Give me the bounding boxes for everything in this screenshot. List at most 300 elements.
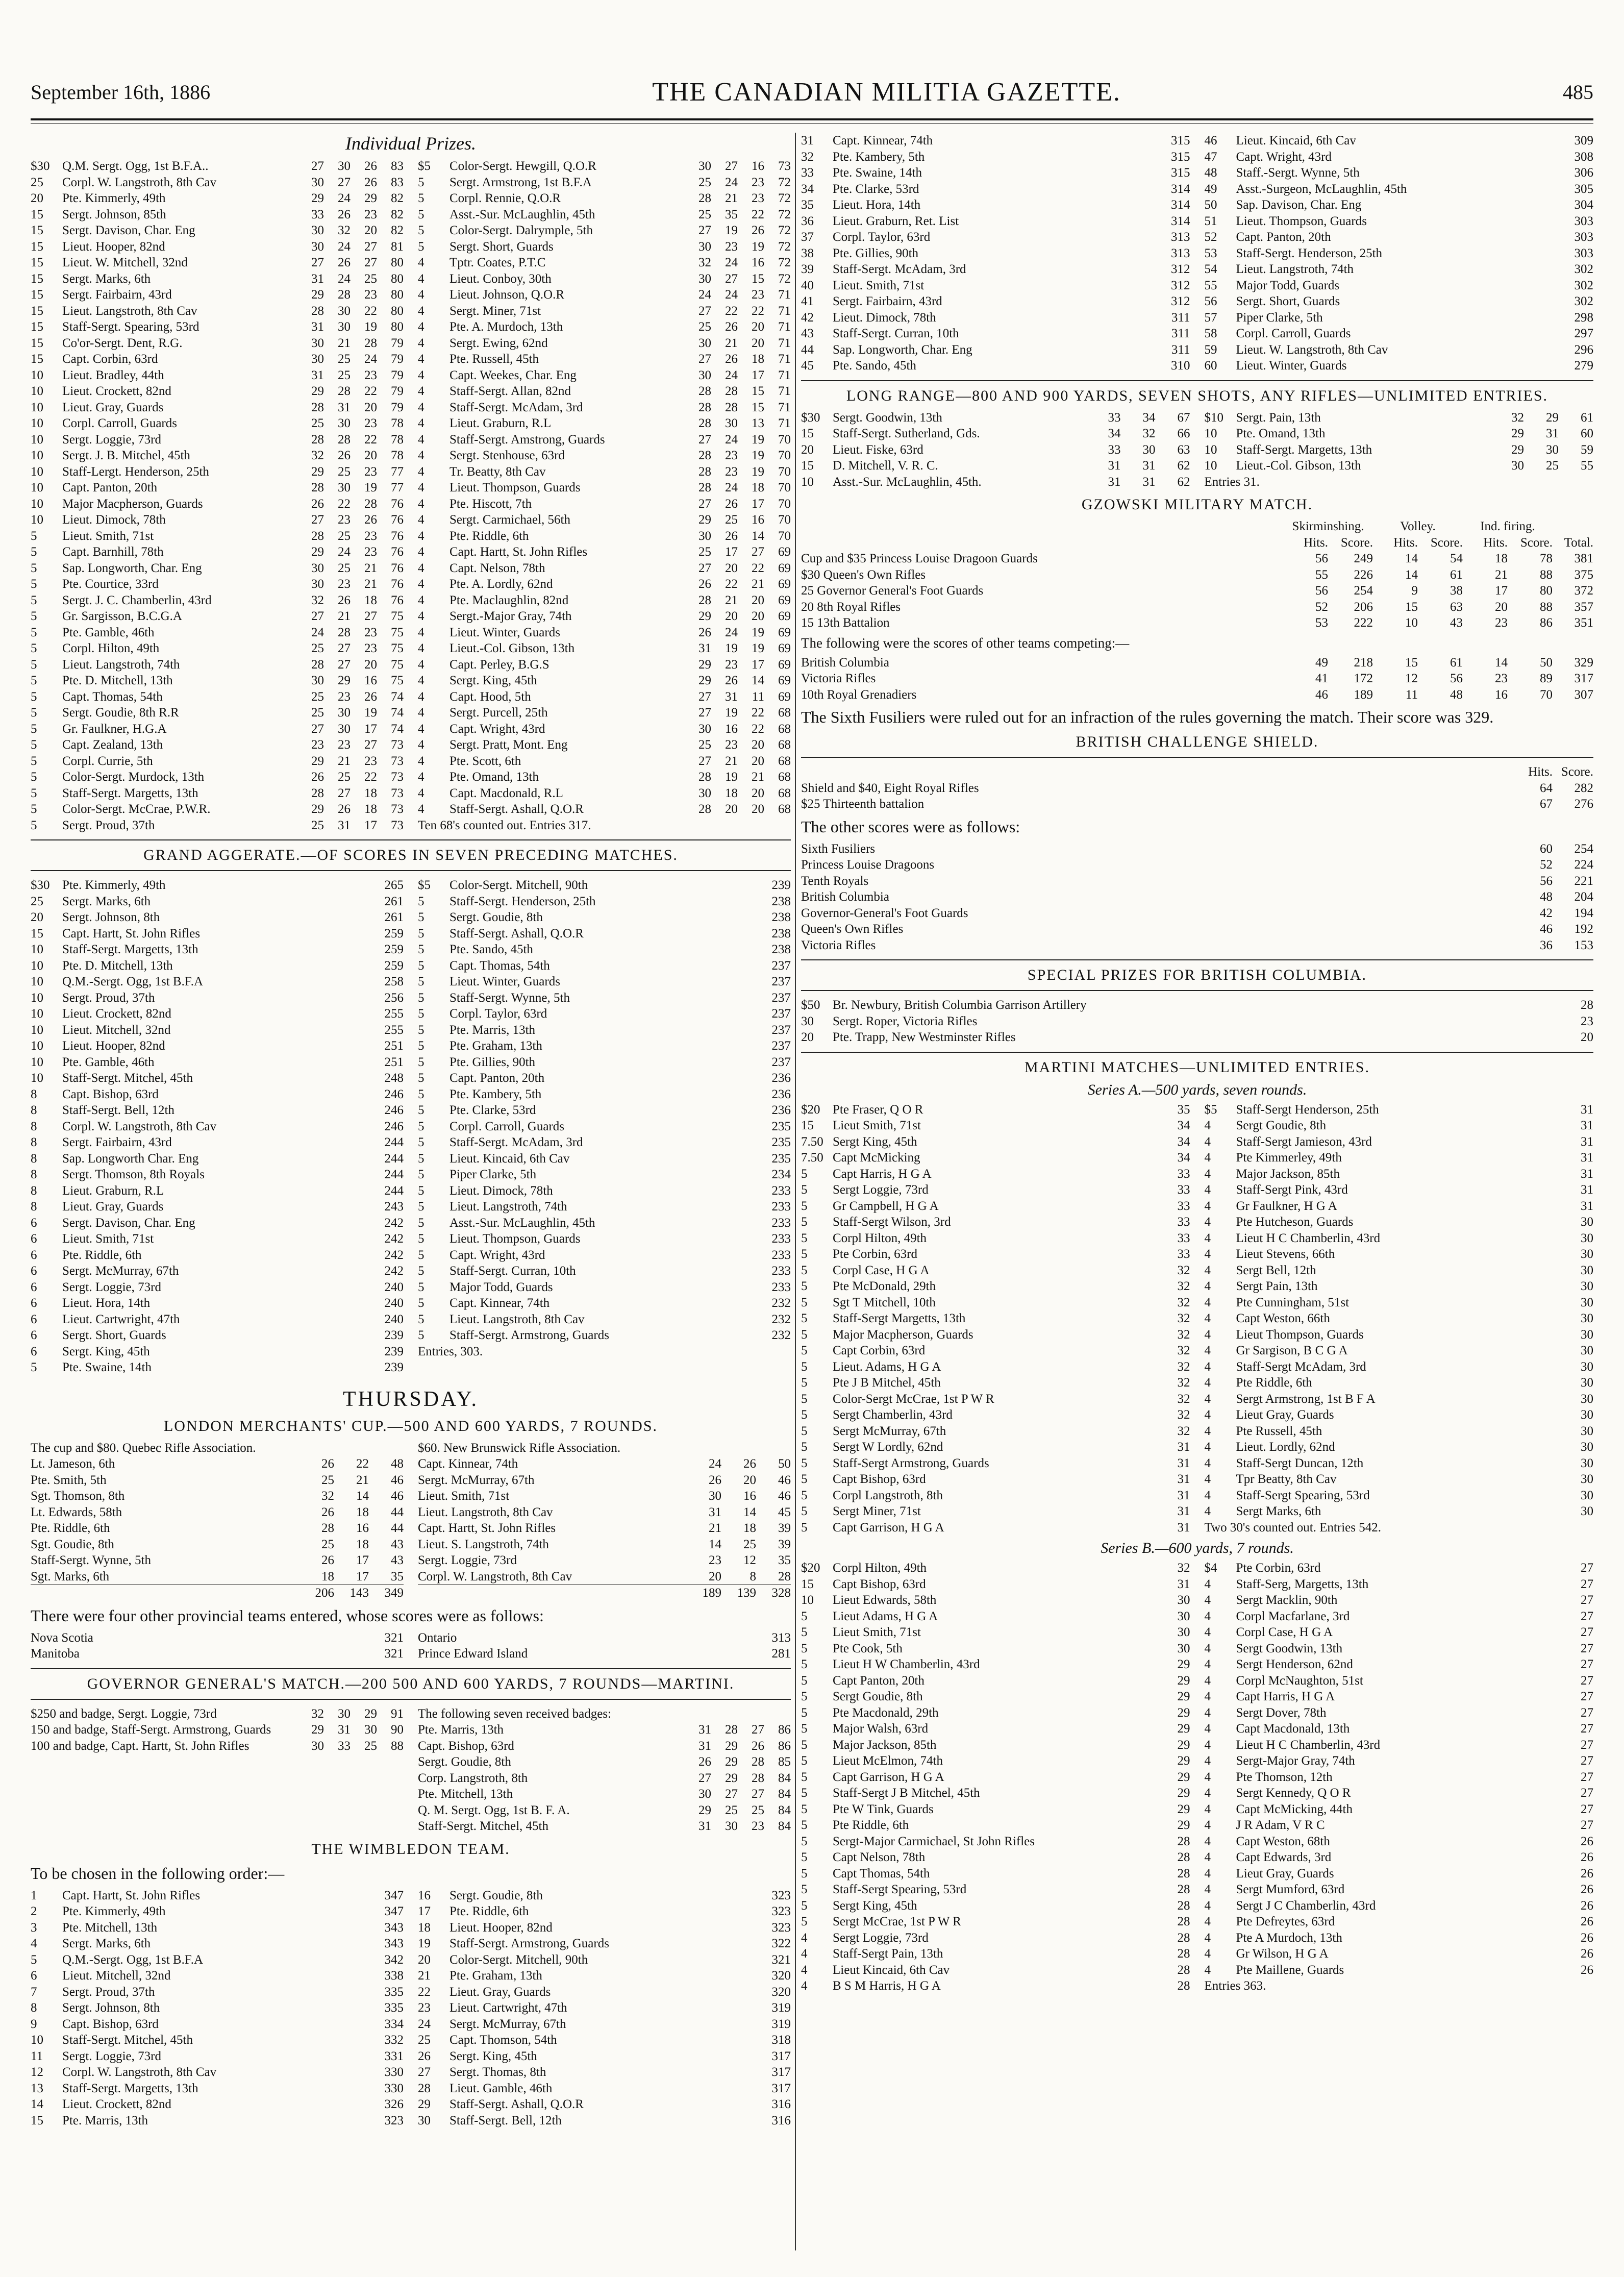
score-cell: 25: [364, 1739, 377, 1753]
competitor-name: Lieut Thompson, Guards: [1236, 1327, 1364, 1342]
prize-amount: 10: [31, 464, 43, 479]
prize-amount: 5: [31, 818, 37, 832]
other-teams-right: [418, 1630, 791, 1662]
prize-amount: 5: [418, 1296, 424, 1310]
competitor-name: Pte. Swaine, 14th: [62, 1360, 152, 1374]
prize-amount: 4: [1204, 1199, 1211, 1213]
score-row: [31, 400, 404, 416]
score-cell: 302: [1574, 262, 1593, 276]
score-row: [801, 1134, 1190, 1150]
prize-amount: 5: [801, 1199, 808, 1213]
prize-amount: 5: [31, 689, 37, 704]
prize-amount: 8: [31, 1168, 37, 1181]
score-cell: 82: [391, 207, 404, 221]
score-cell: 26: [338, 256, 351, 269]
wimbledon-title: THE WIMBLEDON TEAM.: [311, 1840, 510, 1858]
score-row: [418, 255, 791, 271]
score-cell: 242: [384, 1232, 404, 1246]
score-cell: 30: [725, 1819, 738, 1833]
score-cell: 312: [1171, 262, 1190, 276]
score-cell: 32: [311, 449, 324, 462]
score-cell: 309: [1574, 134, 1593, 147]
score-cell: 238: [771, 894, 791, 908]
prize-amount: 15: [31, 256, 43, 269]
score-cell: 35: [778, 1553, 791, 1567]
score-row: [1205, 310, 1594, 326]
score-row: [801, 1182, 1190, 1198]
score-cell: 27: [1581, 1625, 1593, 1639]
score-cell: 15: [752, 384, 764, 398]
competitor-name: Staff-Sergt J B Mitchel, 45th: [833, 1786, 980, 1800]
prize-amount: 4: [1204, 1247, 1211, 1261]
competitor-name: Lieut Smith, 71st: [833, 1119, 921, 1132]
score-cell: 67: [1177, 410, 1190, 425]
score-cell: 17: [752, 657, 764, 672]
competitor-name: Sergt. McMurray, 67th: [418, 1473, 535, 1487]
score-cell: 15: [1405, 600, 1418, 614]
score-cell: 74: [391, 722, 404, 736]
competitor-name: Capt. Hartt, St. John Rifles: [62, 926, 201, 940]
score-row: [31, 1183, 404, 1199]
competitor-name: Staff-Sergt. Bell, 12th: [62, 1103, 174, 1117]
score-row: [418, 1952, 791, 1968]
score-row: [31, 2113, 404, 2129]
competitor-name: Pte. Marris, 13th: [418, 1723, 504, 1737]
score-row: [31, 464, 404, 480]
score-row: [418, 287, 791, 303]
score-cell: 32: [1177, 1263, 1190, 1277]
score-cell: 56: [1315, 584, 1328, 598]
team-row: [801, 615, 1593, 631]
prize-amount: 10: [31, 449, 43, 462]
score-row: [801, 1295, 1190, 1311]
score-row: [418, 351, 791, 367]
score-row: [418, 303, 791, 319]
competitor-name: Pte. Hiscott, 7th: [449, 497, 532, 511]
competitor-name: Sergt Goudie, 8th: [1236, 1119, 1327, 1132]
score-row: [418, 432, 791, 448]
score-cell: 31: [338, 400, 351, 414]
score-cell: 19: [752, 239, 764, 254]
prize-amount: 4: [418, 449, 424, 462]
prize-amount: 4: [1204, 1883, 1211, 1896]
gzowski-col-head: [801, 535, 1593, 551]
score-row: [418, 367, 791, 384]
prize-amount: $5: [418, 878, 431, 892]
prize-amount: 8: [31, 1151, 37, 1166]
grand-aggregate: [31, 877, 791, 1376]
competitor-name: Sergt. King, 45th: [62, 1344, 150, 1358]
martini-title: MARTINI MATCHES—UNLIMITED ENTRIES.: [1025, 1058, 1370, 1076]
score-cell: 381: [1574, 552, 1593, 565]
score-row: [801, 1608, 1190, 1625]
competitor-name: Pte. Riddle, 6th: [449, 529, 529, 543]
score-cell: 279: [1574, 359, 1593, 373]
score-cell: 27: [1581, 1577, 1593, 1591]
score-row: [31, 1070, 404, 1086]
score-cell: 18: [364, 786, 377, 800]
score-row: [801, 278, 1190, 294]
competitor-name: Lieut. Gray, Guards: [62, 1200, 164, 1214]
score-cell: 27: [1581, 1593, 1593, 1607]
score-cell: 26: [1581, 1915, 1593, 1928]
score-cell: 21: [364, 577, 377, 591]
prize-amount: 5: [801, 1834, 808, 1848]
score-row: [31, 689, 404, 705]
competitor-name: Corpl. Currie, 5th: [62, 754, 153, 768]
score-cell: 313: [1171, 230, 1190, 244]
score-cell: 30: [1581, 1263, 1593, 1277]
prize-amount: 54: [1204, 262, 1217, 276]
competitor-name: Pte. Gamble, 46th: [62, 625, 155, 639]
score-row: [418, 625, 791, 641]
score-row: [418, 222, 791, 239]
competitor-name: Corpl Hilton, 49th: [833, 1231, 927, 1245]
prize-amount: 11: [31, 2049, 43, 2063]
score-cell: 84: [778, 1819, 791, 1833]
score-cell: 314: [1171, 198, 1190, 212]
prize-amount: 5: [801, 1850, 808, 1864]
score-row: [801, 229, 1190, 245]
score-cell: 68: [778, 754, 791, 768]
score-cell: 68: [778, 786, 791, 800]
score-row: [418, 1311, 791, 1328]
score-cell: 30: [1581, 1376, 1593, 1390]
score-cell: 41: [1315, 672, 1328, 685]
prize-amount: 1: [31, 1888, 37, 1902]
score-row: [31, 1263, 404, 1279]
prize-amount: 4: [1204, 1408, 1211, 1422]
score-cell: 30: [364, 1723, 377, 1737]
competitor-name: Lieut. Smith, 71st: [62, 1232, 154, 1246]
score-cell: 28: [338, 432, 351, 447]
competitor-name: Sergt. Loggie, 73rd: [418, 1553, 517, 1567]
score-cell: 12: [743, 1553, 756, 1567]
score-cell: 29: [311, 288, 324, 302]
score-cell: 236: [771, 1087, 791, 1101]
score-cell: 28: [698, 416, 711, 430]
competitor-name: Pte. Riddle, 6th: [449, 1904, 529, 1918]
score-row: [1205, 197, 1594, 213]
score-cell: 204: [1574, 890, 1593, 904]
score-cell: 52: [1315, 600, 1328, 614]
prize-amount: 40: [801, 278, 814, 292]
score-row: [801, 1978, 1190, 1994]
competitor-name: Corpl Langstroth, 8th: [833, 1488, 943, 1502]
score-cell: 27: [311, 609, 324, 623]
score-cell: 24: [338, 271, 351, 286]
score-cell: 26: [338, 802, 351, 816]
score-cell: 20: [1581, 1030, 1593, 1044]
score-cell: 32: [1177, 1344, 1190, 1357]
score-cell: 63: [1177, 442, 1190, 457]
score-cell: 10: [1405, 616, 1418, 630]
score-cell: 30: [1581, 1215, 1593, 1229]
column-heading: Hits.: [1393, 535, 1418, 550]
score-cell: 19: [752, 464, 764, 479]
score-row: [31, 926, 404, 942]
competitor-name: Capt Garrison, H G A: [833, 1770, 944, 1784]
prize-amount: 5: [31, 754, 37, 768]
score-cell: 25: [1546, 459, 1559, 473]
score-cell: 27: [1581, 1641, 1593, 1655]
score-cell: 79: [391, 400, 404, 414]
score-cell: 31: [1581, 1119, 1593, 1132]
score-cell: 68: [778, 802, 791, 816]
competitor-name: Sergt. Purcell, 25th: [449, 706, 548, 720]
score-cell: 71: [778, 336, 791, 350]
score-cell: 226: [1354, 567, 1373, 582]
score-cell: 19: [725, 770, 738, 784]
score-row: [801, 1801, 1190, 1818]
prize-amount: 5: [31, 770, 37, 784]
score-cell: 26: [321, 1457, 334, 1471]
score-row: [31, 576, 404, 592]
london-cup-title: LONDON MERCHANTS' CUP.—500 AND 600 YARDS, 7 ROUNDS.: [163, 1417, 658, 1434]
prize-amount: 10: [31, 943, 43, 956]
score-cell: 28: [1177, 1979, 1190, 1993]
prize-amount: 4: [418, 256, 424, 269]
prize-amount: 10: [31, 2033, 43, 2047]
score-cell: 32: [1177, 1359, 1190, 1374]
prize-amount: 5: [801, 1504, 808, 1518]
score-row: [801, 1391, 1190, 1407]
score-cell: 44: [391, 1521, 404, 1535]
score-row: [418, 990, 791, 1006]
score-cell: 236: [771, 1071, 791, 1085]
score-cell: 30: [709, 1489, 721, 1503]
score-cell: 18: [321, 1569, 334, 1583]
prize-amount: 5: [801, 1520, 808, 1534]
prize-amount: 4: [1204, 1947, 1211, 1961]
team-row: [801, 655, 1593, 671]
competitor-name: Pte Russell, 45th: [1236, 1424, 1322, 1438]
score-cell: 21: [364, 561, 377, 575]
score-cell: 72: [778, 271, 791, 286]
prize-amount: 4: [1204, 1167, 1211, 1181]
score-cell: 23: [338, 577, 351, 591]
score-cell: 316: [771, 2113, 791, 2127]
score-row: [418, 271, 791, 287]
score-cell: 24: [338, 191, 351, 205]
score-cell: 329: [1574, 655, 1593, 670]
prize-amount: 5: [418, 1280, 424, 1294]
score-row: [801, 1560, 1190, 1576]
prize-amount: 5: [31, 722, 37, 736]
score-cell: 74: [391, 706, 404, 720]
competitor-name: Lieut. Dimock, 78th: [449, 1183, 553, 1198]
score-cell: 28: [338, 625, 351, 639]
individual-prizes-left: [31, 158, 404, 833]
score-cell: 31: [338, 1723, 351, 1737]
competitor-name: Major Macpherson, Guards: [62, 497, 203, 511]
score-cell: 31: [1177, 1488, 1190, 1502]
score-cell: 30: [311, 674, 324, 687]
score-row: [801, 1488, 1190, 1504]
score-row: [31, 1359, 404, 1376]
score-cell: 23: [311, 738, 324, 752]
score-cell: 28: [698, 191, 711, 205]
score-cell: 20: [364, 657, 377, 672]
competitor-name: Sergt Loggie, 73rd: [833, 1183, 929, 1197]
score-row: [31, 608, 404, 625]
score-row: [1205, 1310, 1594, 1327]
competitor-name: Sgt T Mitchell, 10th: [833, 1295, 936, 1309]
score-cell: 31: [1177, 1472, 1190, 1486]
prize-amount: 5: [418, 1328, 424, 1342]
prize-amount: 13: [31, 2081, 43, 2095]
prize-amount: 5: [418, 175, 424, 189]
competitor-name: Sergt. Goodwin, 13th: [833, 410, 942, 425]
score-cell: 222: [1354, 616, 1373, 630]
score-row: [1205, 1560, 1594, 1576]
score-row: [31, 544, 404, 560]
score-cell: 21: [709, 1521, 721, 1535]
score-row: [31, 1706, 404, 1722]
prize-amount: 44: [801, 342, 814, 357]
score-cell: 72: [778, 191, 791, 205]
individual-prizes-title: Individual Prizes.: [345, 133, 476, 154]
score-cell: 255: [384, 1007, 404, 1021]
score-cell: 233: [771, 1200, 791, 1214]
competitor-name: Staff-Sergt. Margetts, 13th: [1236, 442, 1372, 457]
score-cell: 28: [698, 400, 711, 414]
score-cell: 240: [384, 1296, 404, 1310]
score-cell: 31: [709, 1505, 721, 1519]
competitor-name: Pte. Riddle, 6th: [62, 1248, 142, 1262]
prize-amount: 52: [1204, 230, 1217, 244]
score-cell: 38: [1450, 584, 1463, 598]
competitor-name: Capt McMicking, 44th: [1236, 1802, 1353, 1816]
score-row: [418, 1199, 791, 1215]
score-cell: 30: [698, 239, 711, 254]
score-cell: 34: [1108, 427, 1121, 440]
gzowski-table: [801, 518, 1593, 631]
score-cell: 71: [778, 368, 791, 382]
series-b-right-wrap: [1205, 1560, 1594, 1994]
score-cell: 22: [364, 304, 377, 318]
score-cell: 18: [356, 1537, 369, 1551]
score-cell: 249: [1354, 552, 1373, 565]
prize-amount: 10: [31, 368, 43, 382]
score-cell: 30: [338, 706, 351, 720]
divider: [31, 870, 791, 871]
score-row: [801, 1673, 1190, 1689]
score-cell: 335: [384, 1985, 404, 1999]
prize-amount: 30: [418, 2113, 431, 2127]
score-cell: 61: [1581, 410, 1593, 425]
score-cell: 30: [1581, 1295, 1593, 1309]
long-range-right-wrap: [1205, 410, 1594, 490]
score-cell: 74: [391, 689, 404, 704]
competitor-name: Pte. Riddle, 6th: [31, 1521, 110, 1535]
prize-amount: 10: [31, 991, 43, 1005]
score-cell: 76: [391, 545, 404, 559]
score-cell: 54: [1450, 552, 1463, 565]
score-cell: 70: [778, 481, 791, 494]
score-cell: 317: [1574, 672, 1593, 685]
score-cell: 303: [1574, 214, 1593, 228]
competitor-name: Pte. Kambery, 5th: [449, 1087, 542, 1101]
score-cell: 35: [1177, 1102, 1190, 1117]
score-cell: 53: [1315, 616, 1328, 630]
score-row: [801, 1013, 1593, 1030]
competitor-name: Pte. Russell, 45th: [449, 352, 539, 366]
score-cell: 30: [338, 722, 351, 736]
score-cell: 23: [364, 545, 377, 559]
score-row: [418, 1102, 791, 1119]
score-cell: 242: [384, 1264, 404, 1278]
score-cell: 86: [778, 1723, 791, 1737]
score-cell: 25: [311, 641, 324, 655]
competitor-name: British Columbia: [801, 890, 889, 904]
prize-amount: 4: [418, 304, 424, 318]
score-row: [31, 1738, 404, 1754]
score-cell: 32: [311, 593, 324, 607]
score-cell: 233: [771, 1216, 791, 1230]
score-cell: 23: [725, 464, 738, 479]
competitor-name: Lieut. Langstroth, 74th: [449, 1200, 567, 1214]
score-cell: 326: [384, 2097, 404, 2111]
score-row: [1205, 1673, 1594, 1689]
score-cell: 88: [1540, 600, 1553, 614]
score-cell: 62: [1177, 459, 1190, 473]
score-row: [1205, 426, 1594, 442]
score-cell: 30: [1581, 1472, 1593, 1486]
score-cell: 48: [1540, 890, 1553, 904]
competitor-name: Lieut. Smith, 71st: [62, 529, 154, 543]
score-row: [801, 1359, 1190, 1375]
score-cell: 20: [364, 449, 377, 462]
score-row: [801, 1737, 1190, 1753]
score-row: [801, 133, 1190, 149]
competitor-name: Pte. Graham, 13th: [449, 1039, 542, 1053]
prize-amount: 5: [801, 1818, 808, 1832]
score-cell: 29: [698, 513, 711, 527]
competitor-name: Corpl Hilton, 49th: [833, 1561, 927, 1575]
competitor-name: Sergt. Goudie, 8th: [449, 1888, 543, 1902]
score-cell: 315: [1171, 166, 1190, 180]
score-cell: 28: [752, 1755, 764, 1769]
competitor-name: Staff-Sergt. Ashall, Q.O.R: [449, 2097, 584, 2111]
score-cell: 28: [311, 786, 324, 800]
score-cell: 33: [311, 207, 324, 221]
score-cell: 237: [771, 975, 791, 988]
score-cell: 24: [725, 481, 738, 494]
score-row: [418, 544, 791, 560]
score-cell: 27: [1581, 1690, 1593, 1703]
score-row: [418, 190, 791, 207]
group-heading: Skirminshing.: [1292, 519, 1364, 533]
score-row: [801, 889, 1593, 905]
prize-amount: 23: [418, 2001, 431, 2015]
prize-amount: 4: [1204, 1738, 1211, 1752]
competitor-name: Lieut. Langstroth, 74th: [1236, 262, 1354, 276]
score-cell: 30: [1581, 1392, 1593, 1406]
competitor-name: Sergt. Short, Guards: [1236, 294, 1340, 308]
score-row: [31, 303, 404, 319]
prize-amount: 4: [1204, 1359, 1211, 1374]
team-total-row: [31, 1585, 404, 1601]
prize-amount: 5: [31, 609, 37, 623]
competitor-name: Corpl. Carroll, Guards: [449, 1119, 564, 1133]
score-row: [1205, 1705, 1594, 1721]
score-cell: 232: [771, 1312, 791, 1326]
prize-amount: 10: [31, 497, 43, 511]
competitor-name: Lt. Jameson, 6th: [31, 1457, 115, 1471]
score-cell: 330: [384, 2081, 404, 2095]
score-cell: 19: [752, 625, 764, 639]
